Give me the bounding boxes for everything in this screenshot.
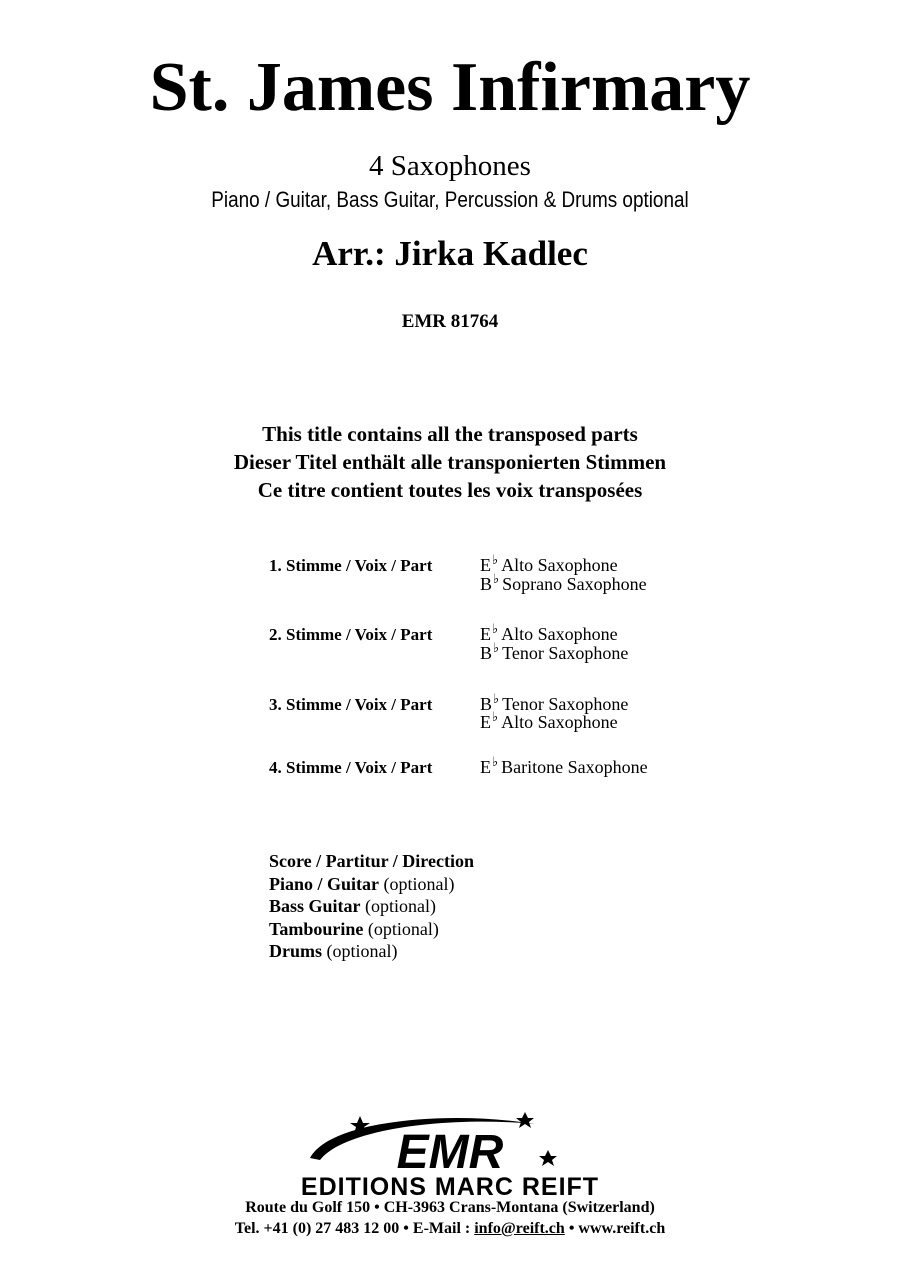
emr-logo — [300, 1108, 600, 1178]
extra-part: Score / Partitur / Direction — [269, 851, 474, 871]
extra-part: Drums (optional) — [269, 941, 398, 961]
part-instrument: B♭ Tenor Saxophone — [480, 640, 629, 663]
note-german: Dieser Titel enthält alle transponierten Stimmen — [233, 450, 667, 474]
flat-symbol: ♭ — [492, 552, 499, 567]
part-label: 4. Stimme / Voix / Part — [269, 758, 433, 777]
extra-part: Tambourine (optional) — [269, 918, 439, 939]
flat-symbol: ♭ — [493, 571, 500, 586]
flat-symbol: ♭ — [493, 640, 500, 655]
publisher-contact — [0, 1219, 900, 1239]
transposed-parts-notes — [0, 420, 900, 504]
subtitle: 4 Saxophones — [369, 150, 531, 182]
additional-parts — [269, 850, 474, 963]
note-english: This title contains all the transposed parts — [262, 422, 638, 446]
part-instrument: E♭ Baritone Saxophone — [480, 754, 648, 777]
part-instrument: E♭ Alto Saxophone — [480, 552, 618, 575]
part-label: 2. Stimme / Voix / Part — [269, 625, 433, 644]
extra-part: Piano / Guitar (optional) — [269, 873, 455, 894]
part-label: 1. Stimme / Voix / Part — [269, 556, 433, 575]
page-title: St. James Infirmary — [149, 49, 751, 126]
catalog-number: EMR 81764 — [401, 311, 499, 332]
instrumentation-line: Piano / Guitar, Bass Guitar, Percussion & Drums optional — [211, 187, 689, 212]
note-french: Ce titre contient toutes les voix transposées — [257, 478, 643, 502]
extra-part: Bass Guitar (optional) — [269, 896, 436, 916]
part-instrument: B♭ Soprano Saxophone — [480, 571, 647, 594]
telephone: Tel. +41 (0) 27 483 12 00 • E-Mail : — [234, 1220, 475, 1237]
logo-text: EMR — [396, 1126, 504, 1178]
part-instrument: B♭ Tenor Saxophone — [480, 691, 629, 714]
flat-symbol: ♭ — [492, 754, 499, 769]
part-label: 3. Stimme / Voix / Part — [269, 695, 433, 714]
part-instrument: E♭ Alto Saxophone — [480, 709, 618, 732]
flat-symbol: ♭ — [493, 691, 500, 706]
flat-symbol: ♭ — [492, 621, 499, 636]
publisher-address: Route du Golf 150 • CH-3963 Crans-Montana (Switzerland) — [245, 1199, 655, 1216]
publisher-name: EDITIONS MARC REIFT — [300, 1173, 600, 1201]
part-instrument: E♭ Alto Saxophone — [480, 621, 618, 644]
email-link[interactable]: info@reift.ch — [474, 1220, 565, 1237]
website[interactable]: • www.reift.ch — [564, 1220, 666, 1237]
flat-symbol: ♭ — [492, 709, 499, 724]
arranger: Arr.: Jirka Kadlec — [312, 234, 588, 273]
